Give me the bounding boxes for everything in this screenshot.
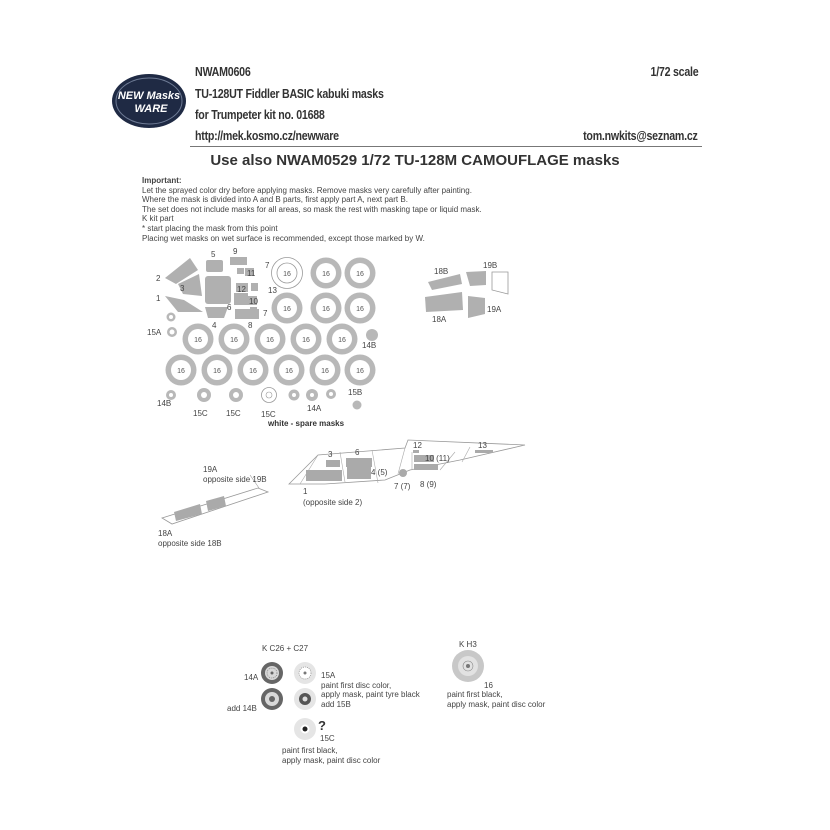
- canopy-label: 7 (7): [394, 482, 411, 491]
- important-line: Placing wet masks on wet surface is recommended, except those marked by W.: [142, 233, 425, 243]
- mask-part-19b-white: [492, 272, 508, 294]
- canopy-label: 3: [328, 450, 333, 459]
- canopy-note: (opposite side 2): [303, 498, 363, 507]
- mask-part-5: [206, 260, 223, 272]
- wheel-15b: [294, 688, 316, 710]
- part-label: 10: [249, 297, 258, 306]
- wheel-label: 16: [283, 271, 291, 278]
- label-15c: 15C: [320, 734, 335, 743]
- mask-part-13: [251, 283, 258, 291]
- window-note: opposite side 18B: [158, 539, 222, 548]
- wheel-label: 16: [230, 337, 238, 344]
- part-label: 7: [265, 261, 270, 270]
- wheel-label: 16: [321, 368, 329, 375]
- mask-part-19a: [468, 296, 485, 318]
- wheel-label: 16: [213, 368, 221, 375]
- part-label: 12: [237, 285, 246, 294]
- side-window-sheet: [420, 258, 520, 328]
- wheel-label: 16: [302, 337, 310, 344]
- part-label: 14B: [157, 399, 172, 408]
- part-label: 15C: [193, 409, 208, 418]
- canopy-mask-4: [347, 466, 371, 479]
- canopy-mask-13: [475, 450, 493, 453]
- canopy-label: 12: [413, 441, 422, 450]
- canopy-mask-8: [414, 464, 438, 470]
- newware-logo-icon: [110, 72, 188, 130]
- mask-part-18a: [425, 292, 463, 312]
- wheel-label: 16: [285, 368, 293, 375]
- canopy-label: 8 (9): [420, 480, 437, 489]
- part-label: 6: [227, 303, 232, 312]
- part-label: 14B: [362, 341, 377, 350]
- side-label: 18A: [432, 315, 447, 324]
- note-15c-line: apply mask, paint disc color: [282, 756, 381, 765]
- part-label: 8: [248, 321, 253, 330]
- window-label: 19A: [203, 465, 218, 474]
- canopy-label: 6: [355, 448, 360, 457]
- note-15a-line: apply mask, paint tyre black: [321, 690, 420, 699]
- logo: [110, 72, 188, 130]
- mask-part-center: [205, 276, 231, 304]
- window-mask-19a: [206, 496, 226, 511]
- wheel-label: 16: [249, 368, 257, 375]
- part-label: 9: [233, 247, 238, 256]
- website-link[interactable]: http://mek.kosmo.cz/newware: [195, 128, 339, 143]
- part-label: 14A: [307, 404, 322, 413]
- label-16: 16: [484, 681, 493, 690]
- mask-part-19b: [466, 271, 486, 286]
- side-label: 19A: [487, 305, 502, 314]
- note-15c-line: paint first black,: [282, 746, 338, 755]
- email-link[interactable]: tom.nwkits@seznam.cz: [583, 128, 698, 143]
- side-label: 18B: [434, 267, 449, 276]
- canopy-note: 1: [303, 487, 308, 496]
- note-16-line: paint first black,: [447, 690, 503, 699]
- canopy-mask-1: [306, 470, 342, 481]
- important-line: The set does not include masks for all areas, so mask the rest with masking tape or liquid mask.: [142, 204, 482, 214]
- wheel-16: [452, 650, 484, 682]
- important-line: * start placing the mask from this point: [142, 223, 278, 233]
- label-add-15b: add 15B: [321, 700, 351, 709]
- canopy-mask-6: [346, 458, 372, 467]
- part-label: 15C: [261, 410, 276, 419]
- canopy-label: 13: [478, 441, 487, 450]
- wheel-label: 16: [356, 368, 364, 375]
- wheel-instructions-left: [220, 640, 440, 770]
- wheel-label: 16: [322, 271, 330, 278]
- wheel-label: 16: [194, 337, 202, 344]
- wheel-label: 16: [283, 306, 291, 313]
- wheel-label: 16: [338, 337, 346, 344]
- part-label: 11: [247, 269, 256, 278]
- canopy-mask-3: [326, 460, 340, 467]
- wheel-label: 16: [266, 337, 274, 344]
- part-label: 4: [212, 321, 217, 330]
- product-title: TU-128UT Fiddler BASIC kabuki masks: [195, 86, 384, 101]
- mask-part-1: [165, 296, 203, 312]
- canopy-label: 4 (5): [371, 468, 388, 477]
- important-line: K kit part: [142, 214, 174, 224]
- kit-line: for Trumpeter kit no. 01688: [195, 107, 325, 122]
- part-label: 15A: [147, 328, 162, 337]
- important-heading: Important:: [142, 176, 182, 185]
- important-line: Let the sprayed color dry before applying masks. Remove masks very carefully after painting.: [142, 185, 472, 195]
- kit-parts-label: K C26 + C27: [262, 644, 309, 653]
- mask-part-9: [230, 257, 247, 265]
- window-note: opposite side 19B: [203, 475, 267, 484]
- mask-part-7b: [250, 307, 257, 312]
- wheel-label: 16: [356, 271, 364, 278]
- important-block: [142, 176, 482, 243]
- wheel-label: 16: [177, 368, 185, 375]
- note-15a-line: paint first disc color,: [321, 681, 392, 690]
- question-mark: ?: [318, 718, 326, 733]
- logo-bottom-text: WARE: [134, 103, 168, 115]
- wheel-14b: [261, 688, 283, 710]
- part-label: 15C: [226, 409, 241, 418]
- wheel-15c: [294, 718, 316, 740]
- part-label: 13: [268, 286, 277, 295]
- mask-part-4: [205, 307, 228, 318]
- part-label: 5: [211, 250, 216, 259]
- canopy-mask-7: [399, 469, 407, 477]
- page-title: Use also NWAM0529 1/72 TU-128M CAMOUFLAGE masks: [210, 152, 620, 169]
- label-14a: 14A: [244, 673, 259, 682]
- header-rule: [190, 146, 702, 147]
- wheel-label: 16: [356, 306, 364, 313]
- label-15a: 15A: [321, 671, 336, 680]
- mask-sheet: [140, 240, 390, 430]
- wheel-15a: [294, 662, 316, 684]
- side-label: 19B: [483, 261, 498, 270]
- important-line: Where the mask is divided into A and B parts, first apply part A, next part B.: [142, 195, 408, 205]
- mask-part-18b: [428, 274, 462, 290]
- spare-note: white - spare masks: [268, 419, 345, 428]
- canopy-diagram: [285, 438, 530, 510]
- wheel-14a: [261, 662, 283, 684]
- label-add-14b: add 14B: [227, 704, 257, 713]
- canopy-mask-12: [413, 450, 419, 453]
- window-strip-diagram: [150, 460, 285, 550]
- part-label: 7: [263, 309, 268, 318]
- part-label: 3: [180, 284, 185, 293]
- window-label: 18A: [158, 529, 173, 538]
- mask-part-7: [237, 268, 244, 274]
- part-label: 15B: [348, 388, 363, 397]
- product-code: NWAM0606: [195, 64, 251, 79]
- kit-parts-label: K H3: [459, 640, 477, 649]
- canopy-label: 10 (11): [425, 454, 450, 463]
- mask-part-6: [234, 293, 248, 305]
- part-label: 2: [156, 274, 161, 283]
- logo-top-text: NEW Masks: [117, 90, 181, 102]
- scale-label: 1/72 scale: [650, 64, 698, 79]
- part-label: 1: [156, 294, 161, 303]
- note-16-line: apply mask, paint disc color: [447, 700, 546, 709]
- wheel-label: 16: [322, 306, 330, 313]
- wheel-instructions-right: [440, 636, 560, 712]
